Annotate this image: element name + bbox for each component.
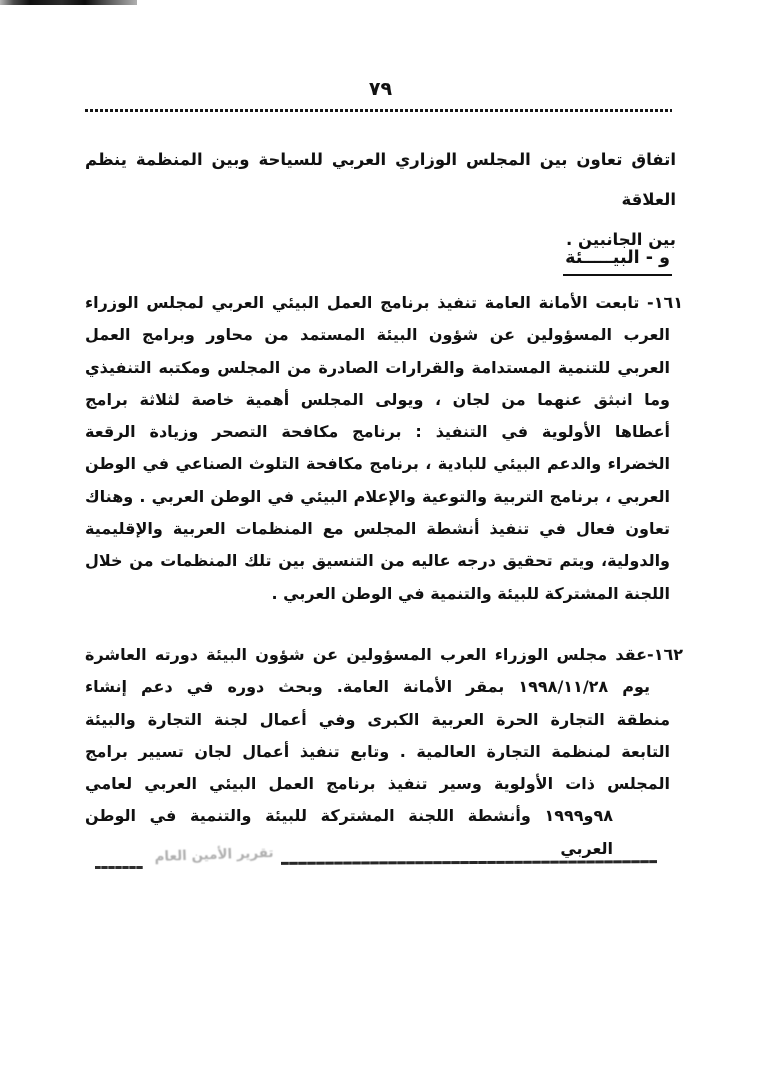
text-line: العربي ، برنامج التربية والتوعية والإعلام البيئي في الوطن العربي . وهناك — [85, 486, 670, 506]
text-line: ١٦٢-عقد مجلس الوزراء العرب المسؤولين عن شؤون البيئة دورته العاشرة — [85, 645, 683, 664]
paragraph-161 — [75, 287, 683, 610]
header-divider — [85, 109, 672, 112]
text-line: يوم ١٩٩٨/١١/٢٨ بمقر الأمانة العامة. وبحث دوره في دعم إنشاء — [85, 677, 650, 697]
footer-stamp: تقرير الأمين العام — [154, 844, 274, 866]
text-line: ٩٨و١٩٩٩ وأنشطة اللجنة المشتركة للبيئة والتنمية في الوطن العربي — [85, 806, 613, 858]
text-line: العربي للتنمية المستدامة والقرارات الصادرة من المجلس ومكتبه التنفيذي — [85, 357, 670, 377]
text-line: العرب المسؤولين عن شؤون البيئة المستمد من محاور وبرامج العمل — [85, 325, 670, 345]
footer-rule-short — [95, 866, 143, 869]
text-line: الخضراء والدعم البيئي للبادية ، برنامج مكافحة التلوث الصناعي في الوطن — [85, 454, 670, 474]
text-line: اتفاق تعاون بين المجلس الوزاري العربي للسياحة وبين المنظمة ينظم العلاقة — [85, 150, 676, 209]
text-line: أعطاها الأولوية في التنفيذ : برنامج مكافحة التصحر وزيادة الرقعة — [85, 422, 670, 442]
text-line: اللجنة المشتركة للبيئة والتنمية في الوطن العربي . — [271, 583, 670, 603]
scan-artifact — [0, 0, 137, 5]
text-line: والدولية، ويتم تحقيق درجه عاليه من التنسيق بين تلك المنظمات من خلال — [85, 551, 670, 571]
text-line: منطقة التجارة الحرة العربية الكبرى وفي أعمال لجنة التجارة والبيئة — [85, 709, 670, 729]
text-line: التابعة لمنظمة التجارة العالمية . وتابع تنفيذ أعمال لجان تسيير برامج — [85, 741, 670, 761]
section-heading — [563, 243, 672, 273]
text-line: بين الجانبين . — [566, 230, 676, 249]
section-heading-text: و - البيـــــئة — [563, 248, 672, 276]
text-line: تعاون فعال في تنفيذ أنشطة المجلس مع المنظمات العربية والإقليمية — [85, 519, 670, 539]
text-line: وما انبثق عنهما من لجان ، ويولى المجلس أهمية خاصة لثلاثة برامج — [85, 389, 670, 409]
intro-paragraph — [85, 140, 676, 260]
text-line: ١٦١- تابعت الأمانة العامة تنفيذ برنامج العمل البيئي العربي لمجلس الوزراء — [85, 293, 683, 312]
text-line: المجلس ذات الأولوية وسير تنفيذ برنامج العمل البيئي العربي لعامي — [85, 774, 670, 794]
paragraph-162 — [75, 639, 683, 865]
page-number: ٧٩ — [368, 78, 393, 100]
